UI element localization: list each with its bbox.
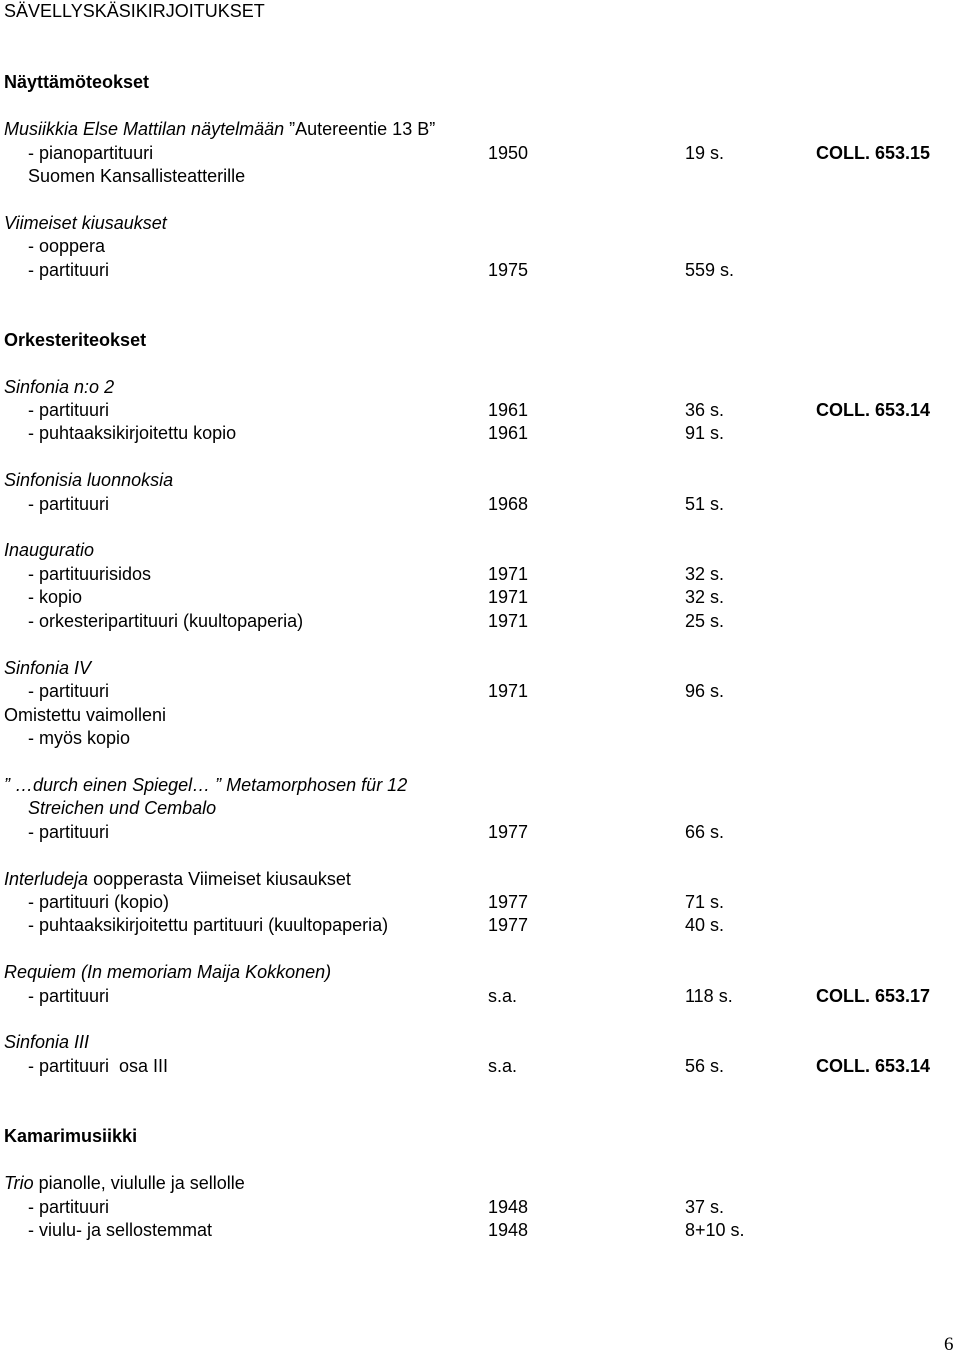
work-title: Sinfonia IV <box>4 658 92 678</box>
entry-year: 1961 <box>488 423 529 443</box>
work-title: Requiem (In memoriam Maija Kokkonen) <box>4 962 332 982</box>
work-title-continued: Streichen und Cembalo <box>28 798 217 818</box>
entry-label: - partituuri <box>28 1197 110 1217</box>
entry-pages: 40 s. <box>685 915 725 935</box>
entry-pages: 25 s. <box>685 611 725 631</box>
entry-year: 1971 <box>488 564 529 584</box>
work-title: Viimeiset kiusaukset <box>4 213 167 233</box>
entry-pages: 91 s. <box>685 423 725 443</box>
entry-label: - viulu- ja sellostemmat <box>28 1220 213 1240</box>
entry-collection: COLL. 653.15 <box>816 143 931 163</box>
entry-pages: 8+10 s. <box>685 1220 745 1240</box>
entry-pages: 32 s. <box>685 564 725 584</box>
entry-collection: COLL. 653.14 <box>816 1056 931 1076</box>
work-title-italic: Interludeja <box>4 869 89 889</box>
work-title <box>4 868 351 890</box>
work-title-rest: ”Autereentie 13 B” <box>289 119 436 139</box>
work-title: Sinfonisia luonnoksia <box>4 470 174 490</box>
section-heading-stage-works: Näyttämöteokset <box>4 72 150 92</box>
entry-label: - partituuri <box>28 822 110 842</box>
entry-pages: 559 s. <box>685 260 735 280</box>
entry-year: 1948 <box>488 1220 529 1240</box>
entry-pages: 96 s. <box>685 681 725 701</box>
entry-year: s.a. <box>488 986 518 1006</box>
work-note: Omistettu vaimolleni <box>4 705 167 725</box>
work-title-italic: Trio <box>4 1173 34 1193</box>
entry-pages: 71 s. <box>685 892 725 912</box>
work-title: ” …durch einen Spiegel… ” Metamorphosen für 12 <box>4 775 408 795</box>
entry-label: - puhtaaksikirjoitettu partituuri (kuultopaperia) <box>28 915 389 935</box>
entry-label: - partituuri <box>28 494 110 514</box>
entry-year: 1975 <box>488 260 529 280</box>
work-title: Sinfonia III <box>4 1032 90 1052</box>
entry-label: - pianopartituuri <box>28 143 154 163</box>
work-title <box>4 1172 245 1194</box>
work-title: Inauguratio <box>4 540 95 560</box>
entry-label: - partituuri <box>28 400 110 420</box>
section-heading-chamber-music: Kamarimusiikki <box>4 1126 138 1146</box>
entry-year: 1968 <box>488 494 529 514</box>
work-subtitle: - ooppera <box>28 236 106 256</box>
entry-year: 1950 <box>488 143 529 163</box>
entry-label: - partituuri <box>28 681 110 701</box>
entry-label: - puhtaaksikirjoitettu kopio <box>28 423 237 443</box>
entry-pages: 118 s. <box>685 986 733 1006</box>
entry-year: 1961 <box>488 400 529 420</box>
entry-pages: 51 s. <box>685 494 725 514</box>
entry-year: s.a. <box>488 1056 518 1076</box>
work-note: - myös kopio <box>28 728 131 748</box>
entry-label: - partituuri osa III <box>28 1056 169 1076</box>
entry-year: 1971 <box>488 611 529 631</box>
section-heading-orchestral-works: Orkesteriteokset <box>4 330 147 350</box>
entry-label: - orkesteripartituuri (kuultopaperia) <box>28 611 304 631</box>
page-number: 6 <box>944 1334 954 1355</box>
entry-label: - partituurisidos <box>28 564 152 584</box>
entry-pages: 56 s. <box>685 1056 725 1076</box>
work-title: Sinfonia n:o 2 <box>4 377 115 397</box>
entry-year: 1971 <box>488 681 529 701</box>
work-title <box>4 118 435 140</box>
entry-collection: COLL. 653.14 <box>816 400 931 420</box>
entry-pages: 19 s. <box>685 143 725 163</box>
entry-pages: 37 s. <box>685 1197 725 1217</box>
entry-label: - kopio <box>28 587 83 607</box>
entry-collection: COLL. 653.17 <box>816 986 931 1006</box>
entry-pages: 32 s. <box>685 587 725 607</box>
work-title-rest: pianolle, viululle ja sellolle <box>33 1173 245 1193</box>
entry-year: 1977 <box>488 892 529 912</box>
entry-label: - partituuri <box>28 260 110 280</box>
entry-year: 1977 <box>488 822 529 842</box>
work-title-italic: Musiikkia Else Mattilan näytelmään <box>4 119 290 139</box>
entry-pages: 36 s. <box>685 400 725 420</box>
entry-label: - partituuri <box>28 986 110 1006</box>
entry-year: 1977 <box>488 915 529 935</box>
entry-year: 1971 <box>488 587 529 607</box>
entry-pages: 66 s. <box>685 822 725 842</box>
page-title: SÄVELLYSKÄSIKIRJOITUKSET <box>4 1 265 21</box>
work-note: Suomen Kansallisteatterille <box>28 166 246 186</box>
work-title-rest: oopperasta Viimeiset kiusaukset <box>88 869 351 889</box>
entry-label: - partituuri (kopio) <box>28 892 170 912</box>
entry-year: 1948 <box>488 1197 529 1217</box>
